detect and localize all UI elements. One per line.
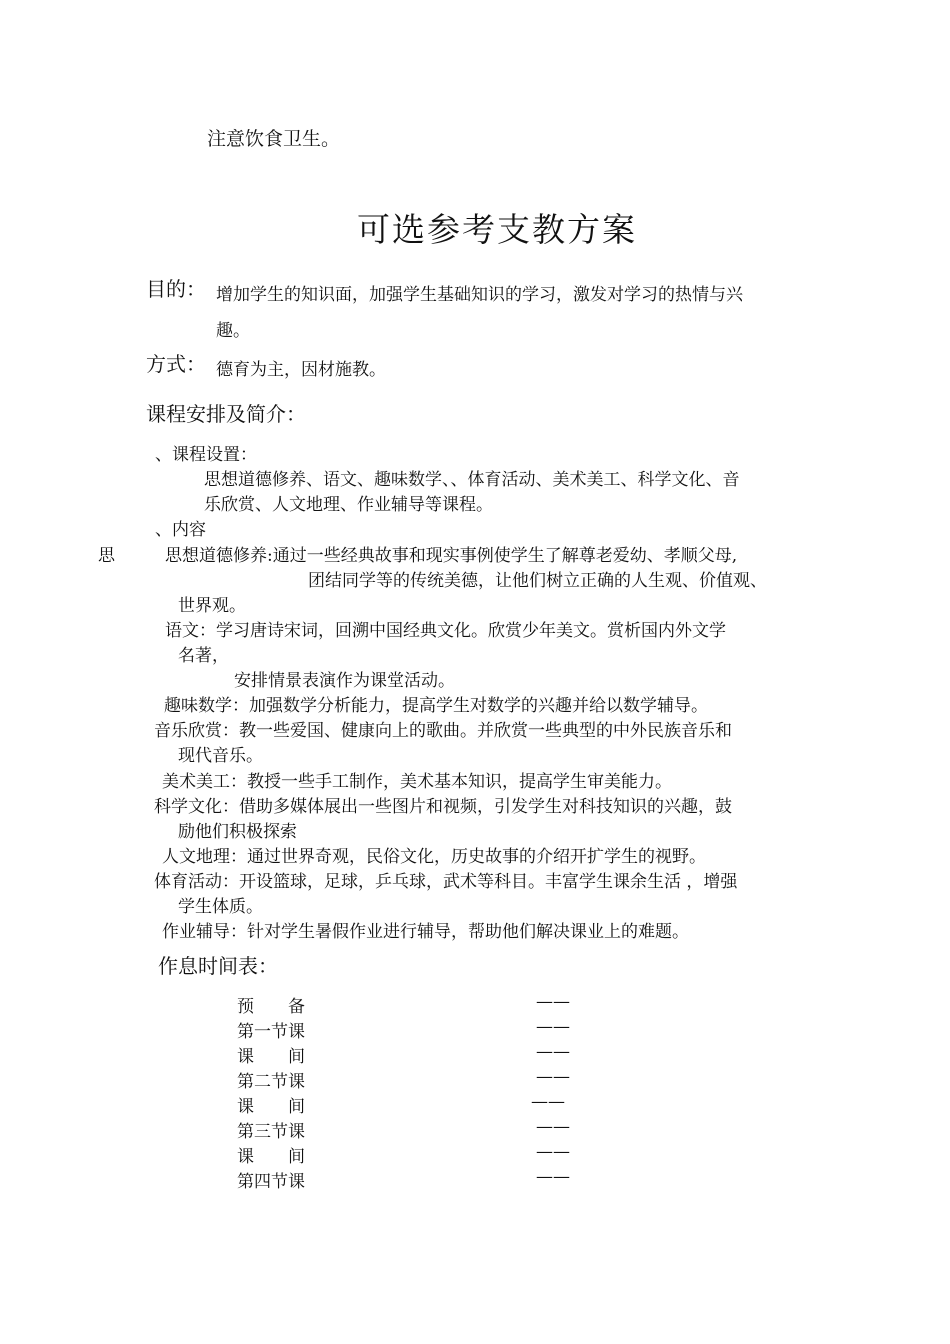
schedule-row-label: 第四节课 bbox=[237, 1172, 305, 1192]
schedule-row-label: 预 备 bbox=[237, 997, 305, 1017]
course-setup-line2: 乐欣赏、人文地理、作业辅导等课程。 bbox=[204, 495, 493, 515]
chinese-line3: 安排情景表演作为课堂活动。 bbox=[234, 671, 455, 691]
schedule-row-label: 第三节课 bbox=[237, 1122, 305, 1142]
math-line: 趣味数学：加强数学分析能力，提高学生对数学的兴趣并给以数学辅导。 bbox=[164, 696, 708, 716]
method-label: 方式： bbox=[146, 352, 206, 376]
course-setup-heading: 、课程设置： bbox=[155, 445, 257, 465]
moral-line3: 世界观。 bbox=[178, 596, 246, 616]
music-line2: 现代音乐。 bbox=[178, 746, 263, 766]
purpose-text-line1: 增加学生的知识面，加强学生基础知识的学习，激发对学习的热情与兴 bbox=[216, 285, 743, 305]
course-heading: 课程安排及简介： bbox=[146, 402, 306, 426]
geo-line: 人文地理：通过世界奇观，民俗文化，历史故事的介绍开扩学生的视野。 bbox=[162, 847, 706, 867]
schedule-row-label: 第一节课 bbox=[237, 1022, 305, 1042]
schedule-row-dash: —— bbox=[536, 992, 570, 1012]
schedule-row-dash: —— bbox=[536, 1167, 570, 1187]
course-setup-line1: 思想道德修养、语文、趣味数学、、体育活动、美术美工、科学文化、音 bbox=[204, 470, 740, 490]
schedule-row-label: 课 间 bbox=[237, 1147, 305, 1167]
top-note: 注意饮食卫生。 bbox=[207, 128, 341, 150]
purpose-text-line2: 趣。 bbox=[216, 321, 250, 341]
pe-line1: 体育活动：开设篮球，足球，乒乓球，武术等科目。丰富学生课余生活 ，增强 bbox=[154, 872, 738, 892]
purpose-label: 目的： bbox=[146, 277, 206, 301]
schedule-row-label: 第二节课 bbox=[237, 1072, 305, 1092]
schedule-heading: 作息时间表： bbox=[158, 954, 278, 978]
stray-char: 思 bbox=[98, 546, 115, 566]
chinese-line2: 名著， bbox=[178, 646, 229, 666]
schedule-row-label: 课 间 bbox=[237, 1047, 305, 1067]
content-heading: 、内容 bbox=[155, 520, 206, 540]
pe-line2: 学生体质。 bbox=[178, 897, 263, 917]
music-line1: 音乐欣赏：教一些爱国、健康向上的歌曲。并欣赏一些典型的中外民族音乐和 bbox=[154, 721, 732, 741]
chinese-line1: 语文：学习唐诗宋词，回溯中国经典文化。欣赏少年美文。赏析国内外文学 bbox=[165, 621, 726, 641]
schedule-row-label: 课 间 bbox=[237, 1097, 305, 1117]
method-text: 德育为主，因材施教。 bbox=[216, 360, 386, 380]
science-line2: 励他们积极探索 bbox=[178, 822, 297, 842]
science-line1: 科学文化：借助多媒体展出一些图片和视频，引发学生对科技知识的兴趣，鼓 bbox=[154, 797, 732, 817]
moral-line1: 思想道德修养:通过一些经典故事和现实事例使学生了解尊老爱幼、孝顺父母, bbox=[165, 546, 738, 566]
schedule-row-dash: —— bbox=[531, 1092, 565, 1112]
homework-line: 作业辅导：针对学生暑假作业进行辅导，帮助他们解决课业上的难题。 bbox=[162, 922, 689, 942]
schedule-row-dash: —— bbox=[536, 1067, 570, 1087]
page-title: 可选参考支教方案 bbox=[357, 210, 637, 249]
schedule-row-dash: —— bbox=[536, 1042, 570, 1062]
art-line: 美术美工：教授一些手工制作，美术基本知识，提高学生审美能力。 bbox=[162, 772, 672, 792]
schedule-row-dash: —— bbox=[536, 1017, 570, 1037]
schedule-row-dash: —— bbox=[536, 1117, 570, 1137]
schedule-row-dash: —— bbox=[536, 1142, 570, 1162]
moral-line2: 团结同学等的传统美德，让他们树立正确的人生观、价值观、 bbox=[308, 571, 767, 591]
